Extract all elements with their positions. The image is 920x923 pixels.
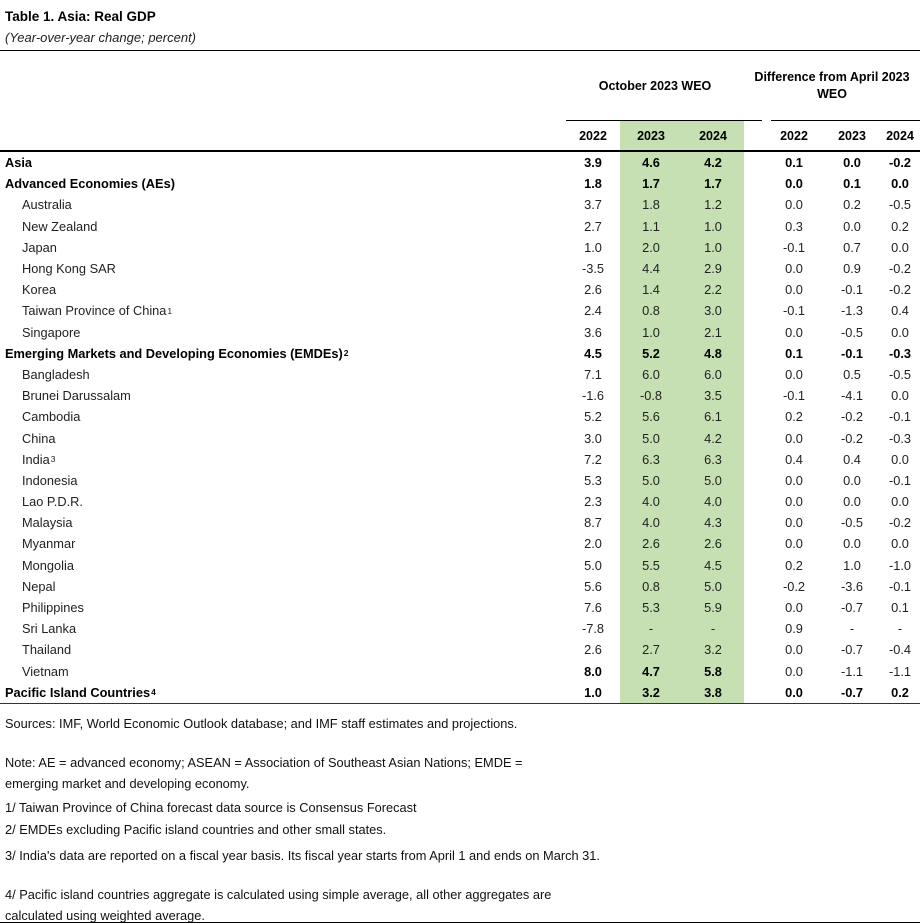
cell-october-2022: 2.3 <box>584 494 602 510</box>
cell-difference-2022: -0.2 <box>782 578 806 594</box>
cell-october-2023: 1.8 <box>620 194 682 215</box>
row-label-text: Mongolia <box>22 557 74 573</box>
cell-gap <box>744 597 764 618</box>
table-row <box>0 173 920 194</box>
cell-gap <box>744 385 764 406</box>
cell-difference-2023: -4.1 <box>840 388 864 404</box>
table-row <box>0 470 920 491</box>
cell-difference-2022: 0.9 <box>785 621 803 637</box>
cell-october-2022: 5.6 <box>584 578 602 594</box>
cell-difference-2023: 0.0 <box>843 536 861 552</box>
cell-difference-2023: 0.0 <box>843 155 861 171</box>
cell-october-2023: 1.7 <box>620 173 682 194</box>
row-label-text: Cambodia <box>22 409 81 425</box>
year-header-oct-2022: 2022 <box>579 128 607 143</box>
table-row <box>0 639 920 660</box>
table-row <box>0 237 920 258</box>
year-header-diff-2022: 2022 <box>780 128 808 143</box>
cell-difference-2024: 0.0 <box>891 239 909 255</box>
table-row <box>0 216 920 237</box>
cell-difference-2024: -0.2 <box>888 515 912 531</box>
table-row <box>0 427 920 448</box>
table-row <box>0 194 920 215</box>
cell-gap <box>744 216 764 237</box>
cell-difference-2022: 0.0 <box>785 430 803 446</box>
cell-difference-2023: - <box>849 621 855 637</box>
row-label-text: Malaysia <box>22 515 73 531</box>
cell-difference-2022: 0.0 <box>785 684 803 700</box>
row-label <box>0 512 566 533</box>
cell-october-2024: 5.9 <box>682 597 744 618</box>
cell-difference-2022: 0.0 <box>785 536 803 552</box>
cell-october-2022: 3.6 <box>584 324 602 340</box>
cell-difference-2023: 0.5 <box>843 366 861 382</box>
cell-october-2022: 2.7 <box>584 218 602 234</box>
cell-difference-2023: -0.7 <box>840 642 864 658</box>
cell-difference-2024: -0.1 <box>888 578 912 594</box>
cell-october-2023: 1.4 <box>620 279 682 300</box>
cell-difference-2022: 0.0 <box>785 663 803 679</box>
row-label <box>0 364 566 385</box>
row-label-text: Lao P.D.R. <box>22 494 83 510</box>
row-label-text: Taiwan Province of China <box>22 303 167 319</box>
cell-october-2022: 5.2 <box>584 409 602 425</box>
table-row <box>0 533 920 554</box>
note-line-2: emerging market and developing economy. <box>5 775 250 791</box>
cell-october-2023: 4.0 <box>620 512 682 533</box>
cell-difference-2024: -0.1 <box>888 472 912 488</box>
cell-gap <box>744 173 764 194</box>
cell-gap <box>744 364 764 385</box>
year-header-oct-2024: 2024 <box>682 121 744 150</box>
cell-gap <box>744 449 764 470</box>
cell-october-2024: 1.0 <box>682 237 744 258</box>
cell-difference-2024: -0.2 <box>888 282 912 298</box>
cell-october-2023: 0.8 <box>620 300 682 321</box>
column-group-october: October 2023 WEO <box>598 78 712 93</box>
cell-difference-2024: -1.1 <box>888 663 912 679</box>
cell-difference-2022: 0.2 <box>785 409 803 425</box>
cell-october-2023: 6.0 <box>620 364 682 385</box>
cell-october-2024: 2.9 <box>682 258 744 279</box>
cell-gap <box>744 343 764 364</box>
row-label <box>0 385 566 406</box>
cell-october-2022: 7.1 <box>584 366 602 382</box>
cell-gap <box>744 470 764 491</box>
year-header-diff-2024: 2024 <box>886 128 914 143</box>
row-label-text: Philippines <box>22 600 84 616</box>
row-label <box>0 555 566 576</box>
table-row <box>0 449 920 470</box>
cell-difference-2024: -0.3 <box>888 345 912 361</box>
footnote-4 <box>0 884 920 923</box>
cell-october-2024: 6.1 <box>682 406 744 427</box>
row-label <box>0 491 566 512</box>
cell-october-2024: - <box>682 618 744 639</box>
cell-october-2022: 2.6 <box>584 282 602 298</box>
note-line-1: Note: AE = advanced economy; ASEAN = Association of Southeast Asian Nations; EMDE = <box>5 754 523 770</box>
footnote-3: 3/ India's data are reported on a fiscal year basis. Its fiscal year starts from April 1 and ends on March 31. <box>5 847 600 863</box>
cell-october-2023: 3.2 <box>620 682 682 703</box>
table-row <box>0 555 920 576</box>
cell-difference-2023: -0.2 <box>840 430 864 446</box>
cell-difference-2022: 0.0 <box>785 176 803 192</box>
cell-difference-2024: 0.4 <box>891 303 909 319</box>
cell-difference-2024: 0.2 <box>891 684 909 700</box>
cell-october-2024: 1.7 <box>682 173 744 194</box>
column-group-header <box>0 51 920 121</box>
cell-difference-2024: 0.0 <box>891 324 909 340</box>
row-label <box>0 470 566 491</box>
cell-difference-2024: -1.0 <box>888 557 912 573</box>
cell-october-2022: -1.6 <box>581 388 605 404</box>
cell-october-2024: 1.0 <box>682 216 744 237</box>
cell-october-2023: 5.3 <box>620 597 682 618</box>
cell-difference-2023: 0.2 <box>843 197 861 213</box>
cell-october-2022: 8.0 <box>584 663 602 679</box>
cell-october-2024: 4.3 <box>682 512 744 533</box>
cell-difference-2024: 0.0 <box>891 176 909 192</box>
row-label <box>0 194 566 215</box>
table-body <box>0 152 920 703</box>
row-label <box>0 258 566 279</box>
cell-difference-2023: 0.9 <box>843 261 861 277</box>
row-label-text: Bangladesh <box>22 366 90 382</box>
table-row <box>0 385 920 406</box>
cell-difference-2022: 0.1 <box>785 155 803 171</box>
table-subtitle: (Year-over-year change; percent) <box>5 30 197 45</box>
cell-difference-2024: -0.3 <box>888 430 912 446</box>
cell-october-2024: 3.8 <box>682 682 744 703</box>
year-header-gap <box>744 121 764 150</box>
table-bottom-rule <box>0 703 920 704</box>
cell-october-2023: 4.4 <box>620 258 682 279</box>
cell-october-2024: 5.8 <box>682 661 744 682</box>
table-row <box>0 682 920 703</box>
cell-gap <box>744 576 764 597</box>
cell-gap <box>744 639 764 660</box>
cell-october-2022: 8.7 <box>584 515 602 531</box>
row-label-text: Myanmar <box>22 536 76 552</box>
cell-october-2023: 5.5 <box>620 555 682 576</box>
cell-october-2024: 6.0 <box>682 364 744 385</box>
cell-gap <box>744 237 764 258</box>
cell-difference-2023: -0.5 <box>840 515 864 531</box>
row-label-text: Advanced Economies (AEs) <box>5 176 175 192</box>
column-group-difference-line2: WEO <box>817 87 847 101</box>
row-label-text: Singapore <box>22 324 81 340</box>
row-label: India 3 <box>22 451 56 467</box>
cell-october-2022: 7.2 <box>584 451 602 467</box>
cell-october-2023: 4.0 <box>620 491 682 512</box>
cell-october-2022: 5.3 <box>584 472 602 488</box>
row-label <box>0 237 566 258</box>
row-label <box>0 216 566 237</box>
cell-difference-2022: 0.3 <box>785 218 803 234</box>
cell-difference-2024: -0.2 <box>888 261 912 277</box>
cell-october-2023: 6.3 <box>620 449 682 470</box>
cell-october-2022: 3.9 <box>584 155 602 171</box>
row-label-text: Japan <box>22 239 57 255</box>
cell-difference-2023: -0.2 <box>840 409 864 425</box>
table-title: Table 1. Asia: Real GDP <box>5 9 156 24</box>
cell-october-2024: 5.0 <box>682 470 744 491</box>
row-label <box>0 173 566 194</box>
cell-october-2022: -7.8 <box>581 621 605 637</box>
cell-october-2024: 3.5 <box>682 385 744 406</box>
table-row <box>0 618 920 639</box>
cell-gap <box>744 555 764 576</box>
cell-october-2022: -3.5 <box>581 261 605 277</box>
table-row <box>0 576 920 597</box>
cell-difference-2023: -0.1 <box>840 282 864 298</box>
cell-difference-2023: 0.0 <box>843 218 861 234</box>
row-label-text: Pacific Island Countries <box>5 684 151 700</box>
cell-gap <box>744 512 764 533</box>
table-row <box>0 152 920 173</box>
cell-october-2023: 1.1 <box>620 216 682 237</box>
cell-october-2024: 2.6 <box>682 533 744 554</box>
cell-october-2022: 3.7 <box>584 197 602 213</box>
table-row <box>0 343 920 364</box>
cell-gap <box>744 533 764 554</box>
cell-october-2022: 2.4 <box>584 303 602 319</box>
cell-october-2022: 5.0 <box>584 557 602 573</box>
cell-gap <box>744 682 764 703</box>
cell-october-2023: -0.8 <box>620 385 682 406</box>
cell-difference-2023: 0.0 <box>843 472 861 488</box>
row-label-text: Thailand <box>22 642 72 658</box>
cell-difference-2022: 0.0 <box>785 366 803 382</box>
cell-gap <box>744 322 764 343</box>
table-row <box>0 597 920 618</box>
row-label: Emerging Markets and Developing Economies (EMDEs) 2 <box>5 345 349 361</box>
cell-difference-2022: 0.0 <box>785 261 803 277</box>
cell-october-2024: 5.0 <box>682 576 744 597</box>
row-label-text: Australia <box>22 197 72 213</box>
row-label-text: India <box>22 451 50 467</box>
cell-difference-2022: 0.0 <box>785 472 803 488</box>
cell-gap <box>744 406 764 427</box>
cell-october-2024: 4.2 <box>682 152 744 173</box>
cell-october-2022: 2.6 <box>584 642 602 658</box>
cell-october-2024: 4.2 <box>682 427 744 448</box>
cell-october-2024: 1.2 <box>682 194 744 215</box>
cell-october-2024: 2.2 <box>682 279 744 300</box>
cell-october-2024: 6.3 <box>682 449 744 470</box>
cell-difference-2022: 0.2 <box>785 557 803 573</box>
cell-difference-2022: 0.0 <box>785 324 803 340</box>
cell-october-2023: 0.8 <box>620 576 682 597</box>
note-block <box>0 752 920 794</box>
sources-line: Sources: IMF, World Economic Outlook database; and IMF staff estimates and projections. <box>5 715 518 731</box>
cell-difference-2023: -3.6 <box>840 578 864 594</box>
cell-october-2024: 2.1 <box>682 322 744 343</box>
row-label <box>0 427 566 448</box>
cell-difference-2023: -0.7 <box>840 600 864 616</box>
cell-difference-2023: 0.7 <box>843 239 861 255</box>
cell-october-2023: - <box>620 618 682 639</box>
cell-difference-2023: 0.0 <box>843 494 861 510</box>
row-label-text: Nepal <box>22 578 56 594</box>
row-label-text: Asia <box>5 155 33 171</box>
row-label: Pacific Island Countries 4 <box>5 684 156 700</box>
row-label-text: Hong Kong SAR <box>22 261 116 277</box>
cell-difference-2023: 0.1 <box>843 176 861 192</box>
cell-october-2022: 7.6 <box>584 600 602 616</box>
cell-october-2024: 4.5 <box>682 555 744 576</box>
cell-difference-2022: 0.4 <box>785 451 803 467</box>
cell-difference-2024: 0.0 <box>891 536 909 552</box>
cell-october-2024: 4.0 <box>682 491 744 512</box>
footnote-1: 1/ Taiwan Province of China forecast data source is Consensus Forecast <box>5 799 417 815</box>
cell-difference-2024: 0.2 <box>891 218 909 234</box>
row-label-text: Indonesia <box>22 472 78 488</box>
cell-october-2023: 2.0 <box>620 237 682 258</box>
row-label <box>0 661 566 682</box>
year-header-oct-2023: 2023 <box>620 121 682 150</box>
cell-difference-2022: 0.0 <box>785 494 803 510</box>
cell-difference-2022: -0.1 <box>782 388 806 404</box>
table-row <box>0 279 920 300</box>
row-label: Taiwan Province of China 1 <box>22 303 173 319</box>
cell-gap <box>744 491 764 512</box>
cell-gap <box>744 661 764 682</box>
cell-difference-2022: 0.1 <box>785 345 803 361</box>
cell-october-2022: 1.0 <box>584 684 602 700</box>
cell-difference-2024: -0.5 <box>888 197 912 213</box>
cell-difference-2022: -0.1 <box>782 303 806 319</box>
column-group-difference <box>744 51 920 121</box>
cell-difference-2022: 0.0 <box>785 197 803 213</box>
row-label <box>0 279 566 300</box>
table-row <box>0 300 920 321</box>
row-label-text: Sri Lanka <box>22 621 77 637</box>
row-label-text: New Zealand <box>22 218 98 234</box>
cell-difference-2022: 0.0 <box>785 515 803 531</box>
cell-difference-2024: -0.4 <box>888 642 912 658</box>
table-row <box>0 491 920 512</box>
row-label-text: Vietnam <box>22 663 69 679</box>
cell-difference-2022: 0.0 <box>785 600 803 616</box>
cell-difference-2024: 0.0 <box>891 494 909 510</box>
cell-difference-2024: -0.2 <box>888 155 912 171</box>
table-row <box>0 406 920 427</box>
cell-difference-2023: 0.4 <box>843 451 861 467</box>
cell-october-2022: 2.0 <box>584 536 602 552</box>
cell-october-2023: 5.0 <box>620 470 682 491</box>
cell-difference-2024: -0.5 <box>888 366 912 382</box>
cell-gap <box>744 258 764 279</box>
table-row <box>0 258 920 279</box>
footnote-4-line-2: calculated using weighted average. <box>5 907 205 923</box>
cell-difference-2024: - <box>897 621 903 637</box>
table-row <box>0 322 920 343</box>
row-label <box>0 618 566 639</box>
row-label-text: Emerging Markets and Developing Economies (EMDEs) <box>5 345 343 361</box>
table-row <box>0 512 920 533</box>
cell-october-2023: 5.2 <box>620 343 682 364</box>
cell-difference-2023: -0.1 <box>840 345 864 361</box>
cell-difference-2023: -1.3 <box>840 303 864 319</box>
year-header-spacer <box>0 121 566 150</box>
column-group-difference-line1: Difference from April 2023 <box>754 70 910 84</box>
cell-difference-2023: -1.1 <box>840 663 864 679</box>
row-label <box>0 533 566 554</box>
row-label <box>0 322 566 343</box>
cell-october-2022: 1.8 <box>584 176 602 192</box>
table-row <box>0 364 920 385</box>
cell-difference-2023: 1.0 <box>843 557 861 573</box>
cell-october-2023: 2.7 <box>620 639 682 660</box>
cell-gap <box>744 194 764 215</box>
cell-october-2023: 4.6 <box>620 152 682 173</box>
table-row <box>0 661 920 682</box>
cell-difference-2022: -0.1 <box>782 239 806 255</box>
cell-difference-2023: -0.7 <box>840 684 864 700</box>
cell-difference-2022: 0.0 <box>785 642 803 658</box>
cell-gap <box>744 427 764 448</box>
cell-october-2023: 5.6 <box>620 406 682 427</box>
year-header-diff-2023: 2023 <box>838 128 866 143</box>
row-label <box>0 576 566 597</box>
cell-difference-2024: 0.0 <box>891 451 909 467</box>
row-label-text: Korea <box>22 282 57 298</box>
row-label <box>0 597 566 618</box>
cell-gap <box>744 152 764 173</box>
cell-gap <box>744 300 764 321</box>
row-label-text: China <box>22 430 56 446</box>
footnote-4-line-1: 4/ Pacific island countries aggregate is calculated using simple average, all other aggregates are <box>5 886 552 902</box>
row-label <box>0 406 566 427</box>
cell-gap <box>744 618 764 639</box>
row-label <box>0 639 566 660</box>
cell-october-2023: 5.0 <box>620 427 682 448</box>
cell-difference-2022: 0.0 <box>785 282 803 298</box>
cell-october-2022: 1.0 <box>584 239 602 255</box>
cell-october-2024: 3.0 <box>682 300 744 321</box>
cell-october-2024: 3.2 <box>682 639 744 660</box>
cell-difference-2024: -0.1 <box>888 409 912 425</box>
cell-gap <box>744 279 764 300</box>
year-header-row <box>0 121 920 150</box>
october-group-rule <box>566 120 762 121</box>
cell-october-2023: 2.6 <box>620 533 682 554</box>
row-label-text: Brunei Darussalam <box>22 388 131 404</box>
cell-october-2023: 1.0 <box>620 322 682 343</box>
cell-october-2024: 4.8 <box>682 343 744 364</box>
cell-difference-2024: 0.1 <box>891 600 909 616</box>
cell-difference-2024: 0.0 <box>891 388 909 404</box>
footnote-2: 2/ EMDEs excluding Pacific island countries and other small states. <box>5 821 387 837</box>
row-label <box>0 152 566 173</box>
difference-group-rule <box>771 120 920 121</box>
cell-october-2022: 4.5 <box>584 345 602 361</box>
cell-october-2022: 3.0 <box>584 430 602 446</box>
cell-difference-2023: -0.5 <box>840 324 864 340</box>
cell-october-2023: 4.7 <box>620 661 682 682</box>
